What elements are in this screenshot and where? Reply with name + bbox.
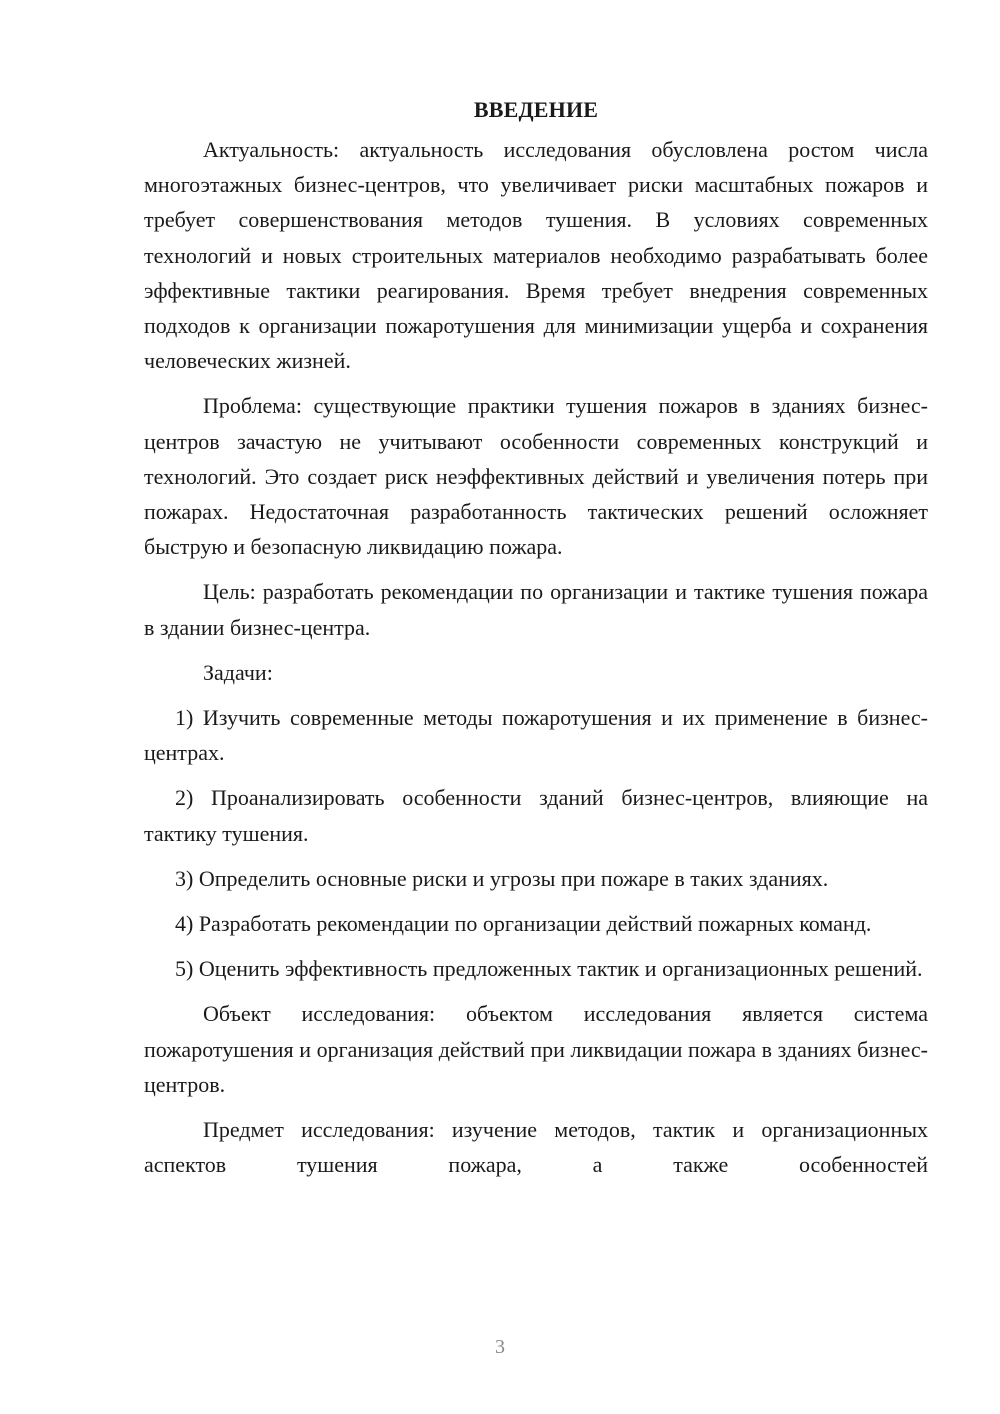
- goal-paragraph: Цель: разработать рекомендации по организации и тактике тушения пожара в здании бизнес-центра.: [144, 579, 928, 640]
- tasks-label: Задачи:: [203, 659, 273, 685]
- page-number: 3: [495, 1336, 505, 1358]
- section-heading: ВВЕДЕНИЕ: [473, 97, 599, 122]
- problem-paragraph: Проблема: существующие практики тушения пожаров в зданиях бизнес-центров зачастую не учитывают особенности современных конструкций и технологий. Это создает риск неэффективных действий и увеличения потерь при пожарах. Недостаточная разработанность тактических решений осложняет быструю и безопасную ликвидацию пожара.: [144, 393, 928, 560]
- list-item: 5) Оценить эффективность предложенных тактик и организационных решений.: [175, 956, 923, 982]
- tasks-list: [144, 700, 928, 986]
- relevance-paragraph: Актуальность: актуальность исследования обусловлена ростом числа многоэтажных бизнес-центров, что увеличивает риски масштабных пожаров и требует совершенствования методов тушения. В условиях современных технологий и новых строительных материалов необходимо разрабатывать более эффективные тактики реагирования. Время требует внедрения современных подходов к организации пожаротушения для минимизации ущерба и сохранения человеческих жизней.: [144, 137, 928, 374]
- list-item: 1) Изучить современные методы пожаротушения и их применение в бизнес-центрах.: [144, 705, 928, 766]
- document-page: [144, 92, 928, 1182]
- list-item: 3) Определить основные риски и угрозы при пожаре в таких зданиях.: [175, 865, 829, 891]
- list-item: 4) Разработать рекомендации по организации действий пожарных команд.: [175, 911, 872, 937]
- list-item: 2) Проанализировать особенности зданий бизнес-центров, влияющие на тактику тушения.: [144, 785, 928, 846]
- object-paragraph: Объект исследования: объектом исследования является система пожаротушения и организация действий при ликвидации пожара в зданиях бизнес-центров.: [144, 1001, 928, 1097]
- subject-paragraph: Предмет исследования: изучение методов, тактик и организационных аспектов тушения пожара, а также особенностей: [144, 1117, 928, 1178]
